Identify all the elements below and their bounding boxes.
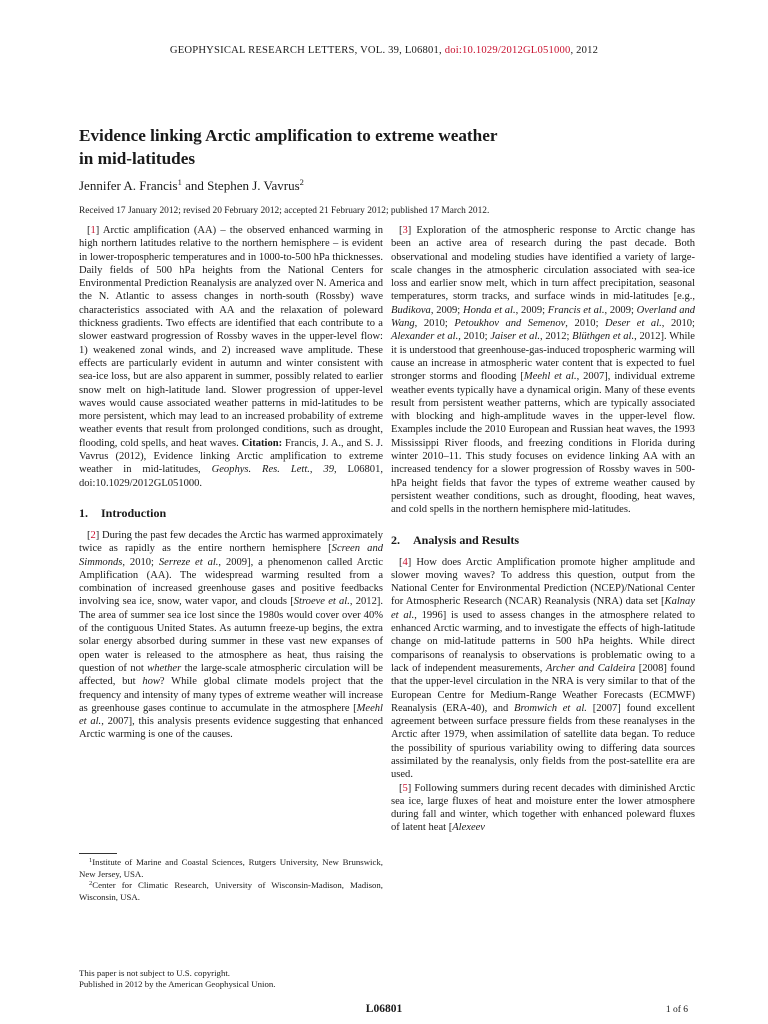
copyright-notice — [79, 968, 383, 990]
affiliation-footnotes — [79, 853, 383, 903]
reference-link[interactable]: Budikova — [391, 304, 431, 316]
text-run: Exploration of the atmospheric response to Arctic change has been an active area of research during the past decade. Both observational and modeling studies have identified a variety of large-scale changes in the atmospheric circulation associated with sea-ice loss and earlier snow melt, which in turn affect precipitation, seasonal temperatures, storm tracks, and surface winds in mid-latitudes [e.g., — [391, 225, 695, 303]
reference-link[interactable]: Deser et al. — [605, 318, 662, 330]
paragraph-number: 5 — [402, 782, 408, 794]
reference-link[interactable]: Archer and Caldeira — [545, 662, 636, 674]
text-run: , 1996] is used to assess changes in the atmosphere related to enhanced Arctic warming, and to investigate the effects of high-latitude change on mid-latitude patterns in 500 hPa heights. While direct comparisons of reanalysis to observations is problematic owing to a lack of independent measurements, — [391, 609, 695, 674]
paragraph-5: [5] Following summers during recent decades with diminished Arctic sea ice, large fluxes of heat and moisture enter the lower atmosphere during fall and winter, which together with enhanced poleward fluxes of latent heat [Alexeev — [391, 782, 695, 834]
reference-link[interactable]: Petoukhov and Semenov — [454, 318, 566, 330]
right-column — [391, 224, 695, 835]
reference-link[interactable]: Kalnay et al. — [391, 596, 695, 621]
text-run: ? While global climate models project that the frequency and intensity of many types of extreme weather will increase as greenhouse gases continue to accumulate in the atmosphere [ — [79, 676, 383, 714]
copyright-line-1: This paper is not subject to U.S. copyright. — [79, 968, 230, 978]
text-run: , 2010; — [414, 318, 455, 330]
reference-link[interactable]: Bromwich et al. — [514, 702, 587, 714]
introduction-paragraph: [2] During the past few decades the Arctic has warmed approximately twice as rapidly as the entire northern hemisphere [Screen and Simmonds, 2010; Serreze et al., 2009], a phenomenon called Arctic Amplification (AA). The widespread warming resulted from a combination of increased greenhouse gases and positive feedbacks involving sea ice, snow, water vapor, and clouds [Stroeve et al., 2012]. The area of summer sea ice lost since the 1980s would cover over 40% of the contiguous United States. As autumn freeze-up begins, the extra solar energy absorbed during summer in these vast new expanses of open water is released to the atmosphere as heat, thus raising the question of not whether the large-scale atmospheric circulation will be affected, but how? While global climate models project that the frequency and intensity of many types of extreme weather will increase as greenhouse gases continue to accumulate in the atmosphere [Meehl et al., 2007], this analysis presents evidence suggesting that enhanced Arctic warming is one of the causes. — [79, 529, 384, 741]
received-dates: Received 17 January 2012; revised 20 February 2012; accepted 21 February 2012; published 17 March 2012. — [79, 206, 490, 216]
text-run: During the past few decades the Arctic has warmed approximately twice as rapidly as the entire northern hemisphere [ — [79, 529, 383, 555]
paper-title — [79, 124, 699, 170]
reference-link[interactable]: Jaiser et al. — [490, 331, 541, 343]
citation-journal: Geophys. Res. Lett. — [211, 464, 310, 476]
reference-link[interactable]: Screen and Simmonds — [79, 543, 383, 568]
text-run: the large-scale atmospheric circulation will be affected, but — [79, 662, 383, 688]
section-number: 2. — [391, 532, 400, 547]
reference-link[interactable]: Honda et al. — [462, 304, 516, 316]
emphasis-text: how — [142, 676, 160, 688]
title-line-1: Evidence linking Arctic amplification to extreme weather — [79, 126, 498, 145]
citation-volume: 39 — [323, 464, 334, 476]
text-run: , 2012]. While it is understood that greenhouse-gas-induced tropospheric warming will cause an increase in atmospheric water content that is expected to fuel stronger storms and flooding [ — [391, 331, 695, 383]
section-number: 1. — [79, 505, 88, 520]
footnote-1 — [79, 857, 383, 880]
author-2-affiliation-mark: 2 — [299, 177, 304, 187]
text-run: Following summers during recent decades with diminished Arctic sea ice, large fluxes of heat and moisture enter the lower atmosphere during fall and winter, which together with enhanced poleward fluxes of latent heat [ — [391, 782, 695, 834]
text-run: , 2009; — [430, 304, 463, 316]
text-run: , 2009; — [515, 304, 548, 316]
paragraph-number: 3 — [402, 225, 408, 236]
paragraph-3: [3] Exploration of the atmospheric response to Arctic change has been an active area of research during the past decade. Both observational and modeling studies have identified a variety of large-scale changes in the atmospheric circulation associated with sea-ice loss and earlier snow melt, which in turn affect precipitation, seasonal temperatures, storm tracks, and surface winds in mid-latitudes [e.g., Budikova, 2009; Honda et al., 2009; Francis et al., 2009; Overland and Wang, 2010; Petoukhov and Semenov, 2010; Deser et al., 2010; Alexander et al., 2010; Jaiser et al., 2012; Blüthgen et al., 2012]. While it is understood that greenhouse-gas-induced tropospheric warming will cause an increase in atmospheric water content that is expected to fuel stronger storms and flooding [Meehl et al., 2007], individual extreme weather events typically have a dynamical origin. Many of these events result from persistent weather patterns, which are typically associated with blocking and high-amplitude waves in the upper-level flow. Examples include the 2010 European and Russian heat waves, the 1993 Mississippi River floods, and freezing conditions in Florida during winter 2010–11. This study focuses on evidence linking AA with an increased tendency for a slower progression of Rossby waves in 500-hPa height fields that favor the types of extreme weather caused by persistent weather conditions, such as drought, flooding, heat waves, and cold spells in the northern hemisphere mid-latitudes. — [391, 225, 696, 516]
citation-separator: , — [309, 464, 324, 476]
text-run: , 2010; — [122, 556, 159, 568]
reference-link[interactable]: Alexeev — [452, 822, 485, 834]
text-run: , 2010; — [458, 331, 491, 343]
title-line-2: in mid-latitudes — [79, 149, 196, 168]
reference-link[interactable]: Blüthgen et al. — [572, 331, 635, 343]
text-run: , 2009], a phenomenon called Arctic Amplification (AA). The widespread warming resulted from a combination of increased greenhouse gases and positive feedbacks involving sea ice, snow, water vapor, and clouds [ — [79, 556, 384, 608]
author-list — [79, 177, 699, 194]
text-run: [2007] found excellent agreement between surface pressure fields from these reanalyses in the Arctic after 1979, when assimilation of satellite data began. To reduce the possibility of spurious variability owing to differing data sources assimilated by the reanalysis, only fields from the post-satellite era are used. — [391, 702, 695, 781]
journal-year: , 2012 — [570, 45, 599, 56]
text-run: , 2009; — [604, 304, 637, 316]
text-run: , 2012]. The area of summer sea ice lost since the 1980s would cover over 40% of the contiguous United States. As autumn freeze-up begins, the extra solar energy absorbed during summer in these vast new expanses of open water is released to the atmosphere as heat, thus raising the question of not — [79, 596, 383, 674]
reference-link[interactable]: Francis et al. — [547, 304, 605, 316]
footnote-mark: 2 — [89, 880, 93, 887]
running-header — [0, 44, 768, 58]
reference-link[interactable]: Serreze et al. — [158, 556, 219, 568]
citation-doi: , L06801, doi:10.1029/2012GL051000. — [79, 464, 383, 489]
reference-link[interactable]: Meehl et al. — [523, 371, 577, 383]
text-run: , 2010; — [661, 318, 695, 330]
paragraph-number: 4 — [402, 556, 408, 568]
paragraph-number: 2 — [90, 529, 96, 541]
author-2: Stephen J. Vavrus — [207, 178, 300, 193]
article-code: L06801 — [365, 1003, 403, 1015]
section-heading-analysis — [391, 533, 695, 548]
footnote-2 — [79, 880, 383, 903]
copyright-line-2: Published in 2012 by the American Geophysical Union. — [79, 979, 276, 989]
citation-text: Francis, J. A., and S. J. Vavrus (2012), Evidence linking Arctic amplification to extreme weather in mid-latitudes, — [79, 437, 383, 476]
reference-link[interactable]: Stroeve et al. — [293, 596, 350, 608]
section-title: Introduction — [101, 505, 167, 520]
author-connector: and — [181, 178, 208, 193]
page-number: 1 of 6 — [665, 1005, 688, 1015]
text-run: , 2007], this analysis presents evidence suggesting that enhanced Arctic warming is one of the causes. — [79, 716, 384, 741]
reference-link[interactable]: Overland and Wang — [391, 304, 696, 330]
emphasis-text: whether — [147, 662, 182, 674]
citation-label: Citation: — [241, 437, 283, 449]
footnote-text: Center for Climatic Research, University of Wisconsin-Madison, Madison, Wisconsin, USA. — [79, 880, 383, 902]
text-run: [2008] found that the upper-level circulation in the NRA is very similar to that of the European Centre for Medium-Range Weather Forecasts (ECMWF) Reanalysis (ERA-40), and — [391, 662, 695, 714]
journal-name: GEOPHYSICAL RESEARCH LETTERS, VOL. 39, L06801, — [169, 45, 445, 56]
abstract-paragraph: [1] Arctic amplification (AA) – the observed enhanced warming in high northern latitudes relative to the northern hemisphere – is evident in lower-tropospheric temperatures and in 1000-to-500 hPa thicknesses. Daily fields of 500 hPa heights from the National Centers for Environmental Prediction Reanalysis are analyzed over N. America and the N. Atlantic to assess changes in north-south (Rossby) wave characteristics associated with AA and the relaxation of poleward thickness gradients. Two effects are identified that each contribute to a slower eastward progression of Rossby waves in the upper-level flow: 1) weakened zonal winds, and 2) increased wave amplitude. These effects are particularly evident in autumn and winter consistent with sea-ice loss, but are also apparent in summer, possibly related to earlier snow melt on high-latitude land. Slower progression of upper-level waves would cause associated weather patterns in mid-latitudes to be more persistent, which may lead to an increased probability of extreme weather events that result from prolonged conditions, such as drought, flooding, cold spells, and heat waves. Citation: Francis, J. A., and S. J. Vavrus (2012), Evidence linking Arctic amplification to extreme weather in mid-latitudes, Geophys. Res. Lett., 39, L06801, doi:10.1029/2012GL051000. — [79, 225, 383, 489]
text-run: , 2012; — [540, 331, 573, 343]
doi-link[interactable]: doi:10.1029/2012GL051000 — [444, 45, 571, 56]
author-1: Jennifer A. Francis — [79, 178, 178, 193]
paragraph-number: 1 — [90, 225, 96, 236]
author-1-affiliation-mark: 1 — [177, 177, 182, 187]
text-run: How does Arctic Amplification promote higher amplitude and slower moving waves? To address this question, output from the National Center for Environmental Prediction (NCEP)/National Center for Atmospheric Research (NCAR) Reanalysis (NRA) data set [ — [391, 556, 695, 608]
abstract-text: Arctic amplification (AA) – the observed enhanced warming in high northern latitudes relative to the northern hemisphere – is evident in lower-tropospheric temperatures and in 1000-to-500 hPa thicknesses. Daily fields of 500 hPa heights from the National Centers for Environmental Prediction Reanalysis are analyzed over N. America and the N. Atlantic to assess changes in north-south (Rossby) wave characteristics associated with AA and the relaxation of poleward thickness gradients. Two effects are identified that each contribute to a slower eastward progression of Rossby waves in the upper-level flow: 1) weakened zonal winds, and 2) increased wave amplitude. These effects are particularly evident in autumn and winter consistent with sea-ice loss, but are also apparent in summer, possibly related to earlier snow melt on high-latitude land. Slower progression of upper-level waves would cause associated weather patterns in mid-latitudes to be more persistent, which may lead to an increased probability of extreme weather events that result from prolonged conditions, such as drought, flooding, cold spells, and heat waves. — [79, 225, 383, 449]
footnote-text: Institute of Marine and Coastal Sciences, Rutgers University, New Brunswick, New Jersey, USA. — [79, 857, 383, 879]
paragraph-4: [4] How does Arctic Amplification promote higher amplitude and slower moving waves? To address this question, output from the National Center for Environmental Prediction (NCEP)/National Center for Atmospheric Research (NCAR) Reanalysis (NRA) data set [Kalnay et al., 1996] is used to assess changes in the atmosphere related to enhanced Arctic warming, and to investigate the effects of high-latitude change on mid-latitude patterns in 500 hPa heights. While direct comparisons of reanalysis to observations is problematic owing to a lack of independent measurements, Archer and Caldeira [2008] found that the upper-level circulation in the NRA is very similar to that of the European Centre for Medium-Range Weather Forecasts (ECMWF) Reanalysis (ERA-40), and Bromwich et al. [2007] found excellent agreement between surface pressure fields from these reanalyses in the Arctic after 1979, when assimilation of satellite data began. To reduce the possibility of spurious variability owing to differing data sources assimilated by the reanalysis, only fields from the post-satellite era are used. — [391, 556, 695, 781]
text-run: , 2007], individual extreme weather events typically have a dynamical origin. Many of these events result from persistent weather patterns, which are typically associated with blocking and high-amplitude waves in the upper-level flow. Examples include the 2010 European and Russian heat waves, the 1993 Mississippi River floods, and freezing conditions in Florida during winter 2010–11. This study focuses on evidence linking AA with an increased tendency for a slower progression of Rossby waves in 500-hPa height fields that favor the types of extreme weather caused by persistent weather conditions, such as drought, flooding, heat waves, and cold spells in the northern hemisphere mid-latitudes. — [391, 371, 695, 516]
section-heading-introduction — [79, 506, 383, 521]
reference-link[interactable]: Alexander et al. — [391, 331, 459, 343]
left-column — [79, 224, 383, 742]
section-title: Analysis and Results — [413, 532, 520, 547]
reference-link[interactable]: Meehl et al. — [79, 702, 383, 728]
footnote-divider — [79, 853, 117, 854]
text-run: , 2010; — [565, 318, 606, 330]
footnote-mark: 1 — [89, 857, 93, 864]
